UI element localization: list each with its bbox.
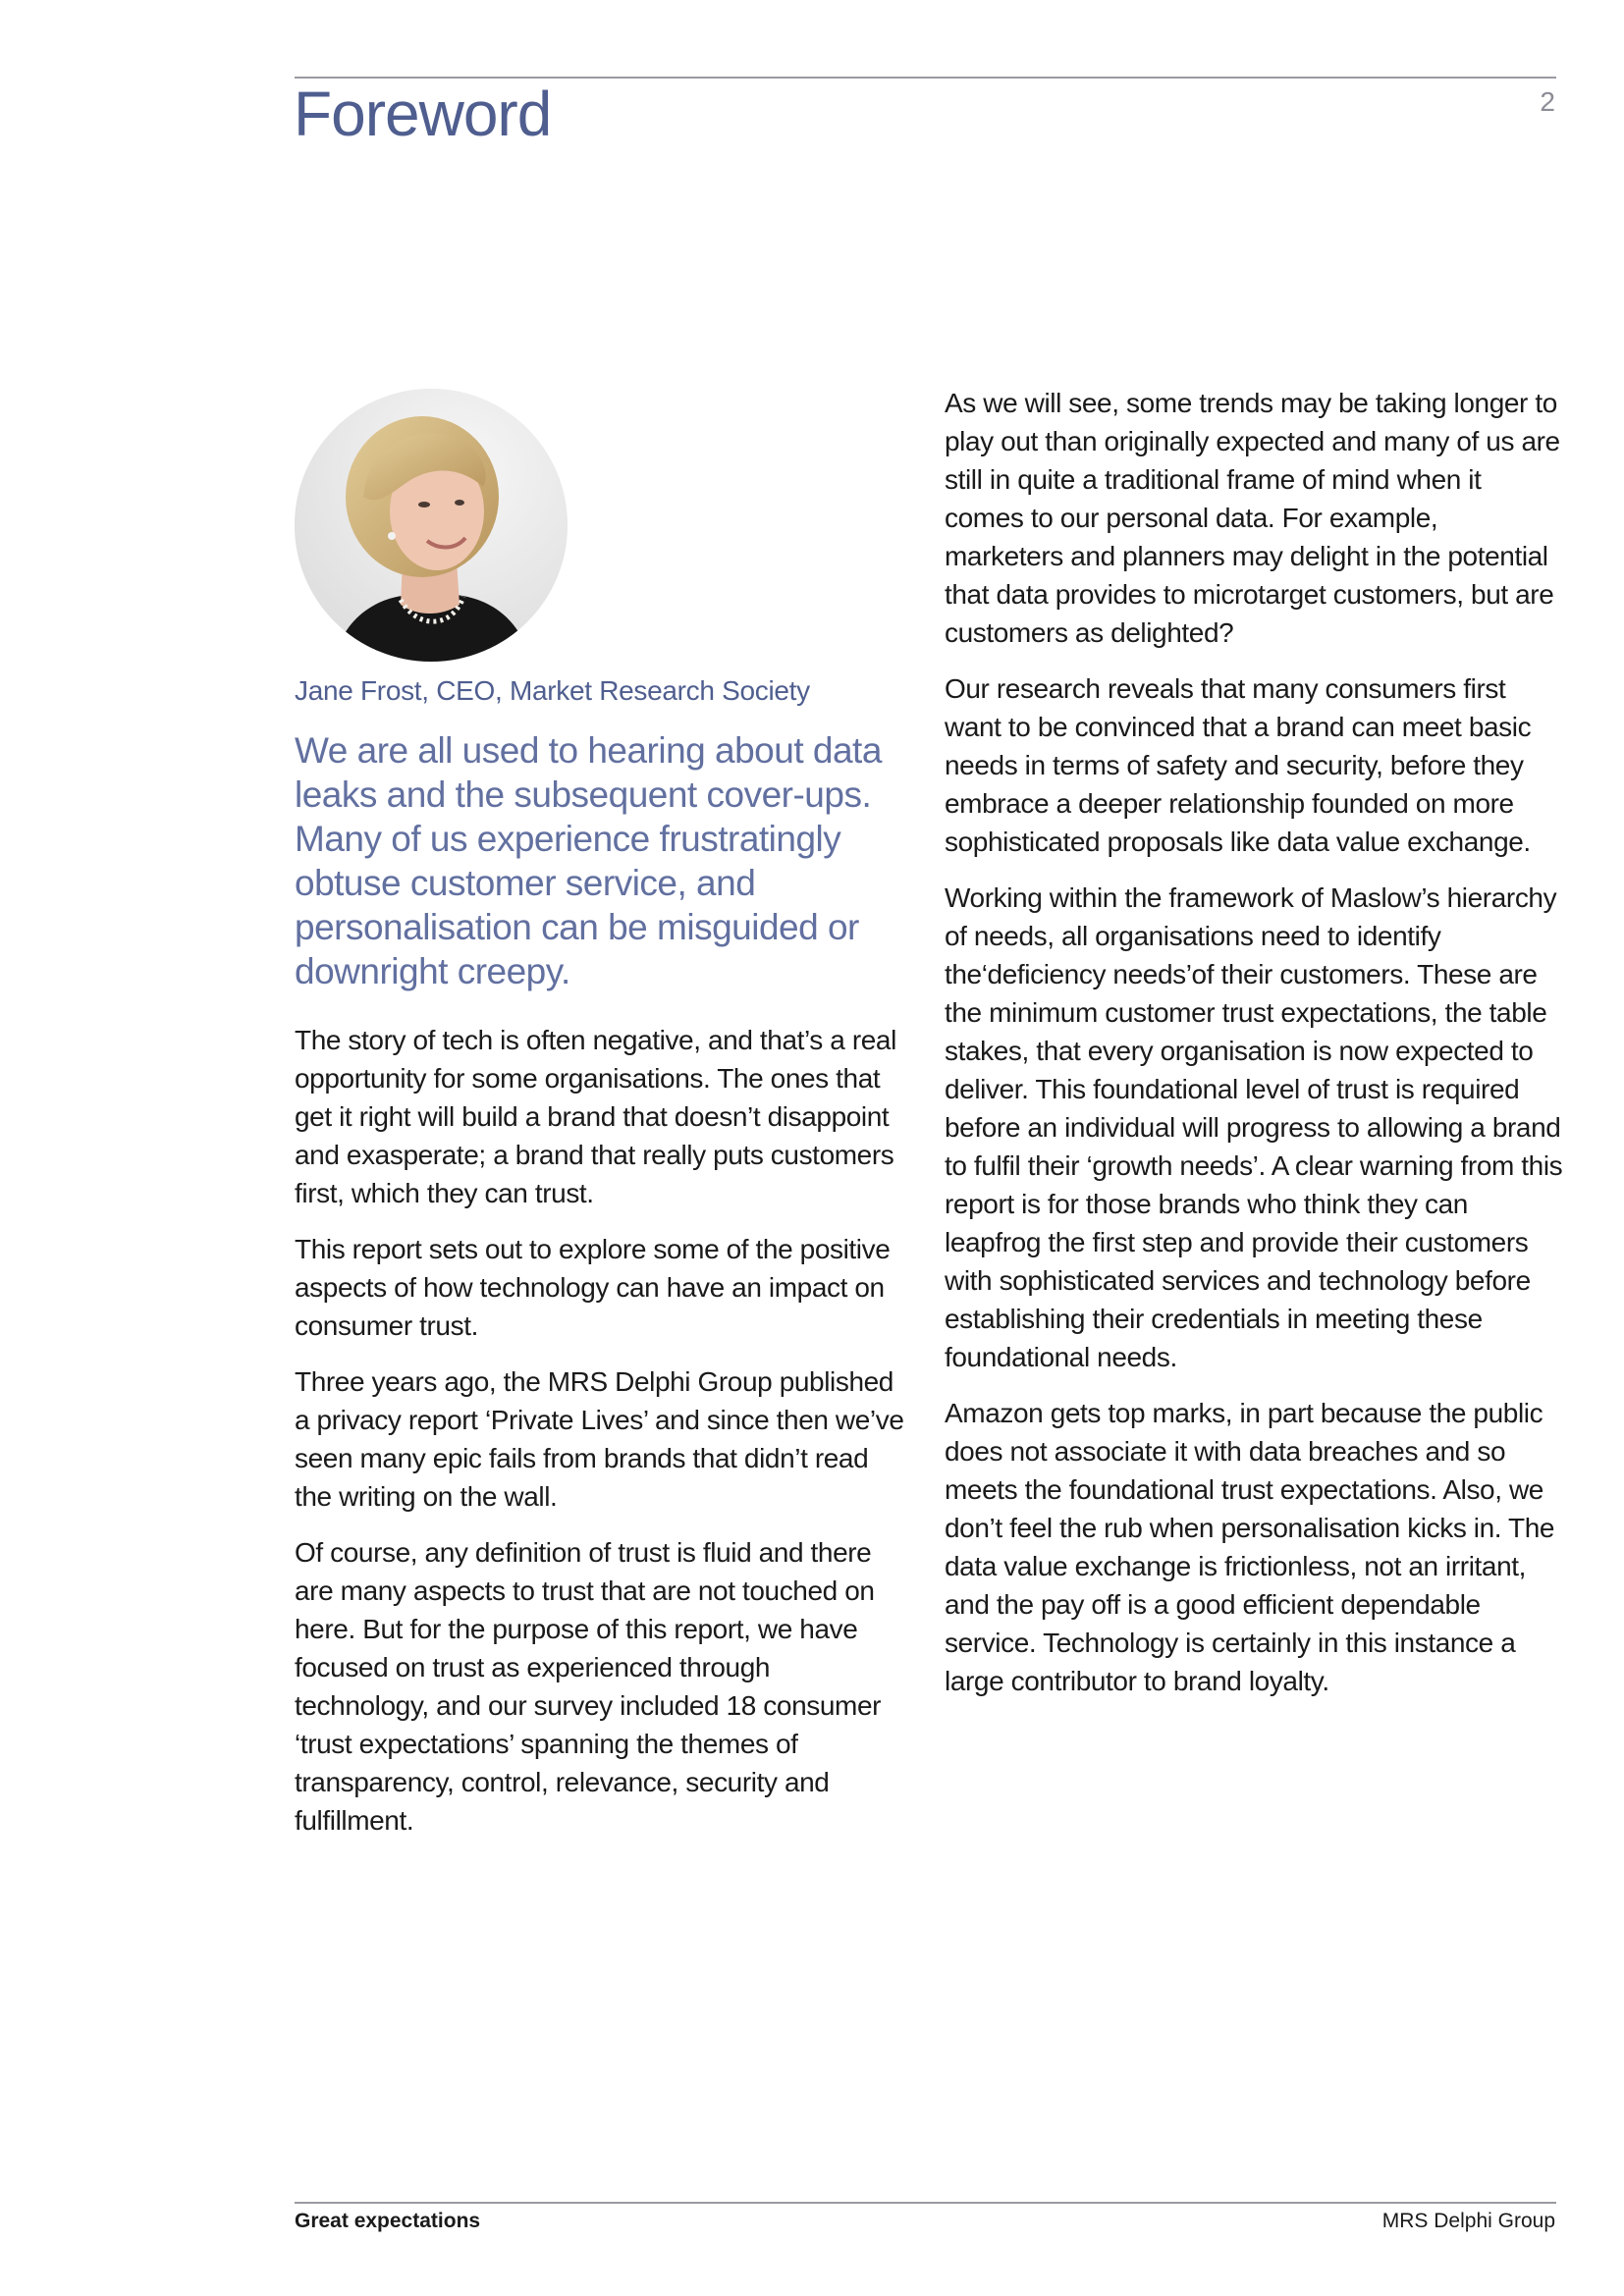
portrait-icon	[295, 389, 568, 662]
paragraph: This report sets out to explore some of the positive aspects of how technology can have an impact on consumer trust.	[295, 1234, 891, 1341]
right-column	[945, 384, 1563, 1718]
page-title: Foreword	[294, 79, 552, 149]
portrait-photo	[295, 389, 568, 662]
paragraph: As we will see, some trends may be taking longer to play out than originally expected and many of us are still in quite a traditional frame of mind when it comes to our personal data. For example, marketers and planners may delight in the potential that data provides to microtarget customers, but are customers as delighted?	[945, 388, 1560, 648]
footer-report-title: Great expectations	[295, 2210, 481, 2232]
paragraph: Of course, any definition of trust is fluid and there are many aspects to trust that are not touched on here. But for the purpose of this report, we have focused on trust as experienced through technology, and our survey included 18 consumer ‘trust expectations’ spanning the themes of transparency, control, relevance, security and fulfillment.	[295, 1537, 882, 1836]
pull-quote: We are all used to hearing about data leaks and the subsequent cover-ups. Many of us experience frustratingly obtuse customer service, and personalisation can be misguided or downright creepy.	[295, 730, 882, 991]
author-caption: Jane Frost, CEO, Market Research Society	[295, 675, 810, 706]
paragraph: Our research reveals that many consumers first want to be convinced that a brand can meet basic needs in terms of safety and security, before they embrace a deeper relationship founded on more sophisticated proposals like data value exchange.	[945, 673, 1532, 857]
paragraph: Three years ago, the MRS Delphi Group published a privacy report ‘Private Lives’ and since then we’ve seen many epic fails from brands that didn’t read the writing on the wall.	[295, 1366, 904, 1512]
page-number: 2	[1540, 86, 1555, 117]
paragraph: The story of tech is often negative, and that’s a real opportunity for some organisations. The ones that get it right will build a brand that doesn’t disappoint and exasperate; a brand that really puts customers first, which they can trust.	[295, 1025, 896, 1208]
footer-publisher: MRS Delphi Group	[1381, 2210, 1555, 2232]
paragraph: Amazon gets top marks, in part because the public does not associate it with data breaches and so meets the foundational trust expectations. Also, we don’t feel the rub when personalisation kicks in. The data value exchange is frictionless, not an irritant, and the pay off is a good efficient dependable service. Technology is certainly in this instance a large contributor to brand loyalty.	[945, 1398, 1555, 1696]
left-column	[295, 1021, 908, 1857]
paragraph: Working within the framework of Maslow’s hierarchy of needs, all organisations need to identify the‘deficiency needs’of their customers. These are the minimum customer trust expectations, the table stakes, that every organisation is now expected to deliver. This foundational level of trust is required before an individual will progress to allowing a brand to fulfil their ‘growth needs’. A clear warning from this report is for those brands who think they can leapfrog the first step and provide their customers with sophisticated services and technology before establishing their credentials in meeting these foundational needs.	[945, 882, 1563, 1372]
footer-rule	[295, 2202, 1556, 2204]
